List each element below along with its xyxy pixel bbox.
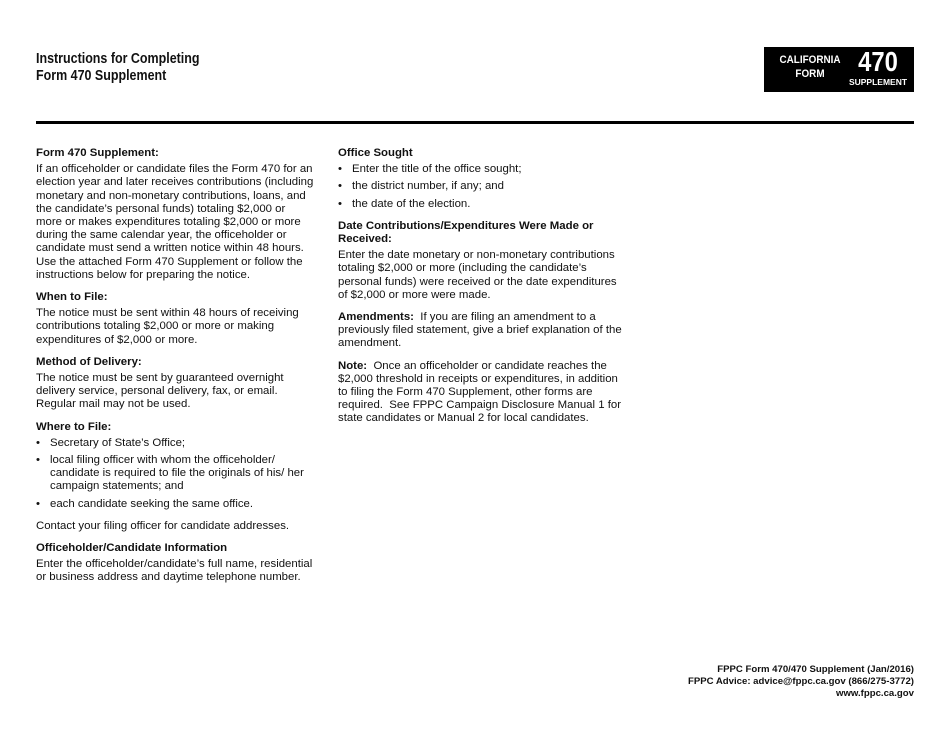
office-heading: Office Sought bbox=[338, 147, 413, 159]
list-item bbox=[36, 437, 314, 450]
title-line-1: Instructions for Completing bbox=[36, 51, 200, 67]
list-item-text: the date of the election. bbox=[352, 197, 471, 210]
bullet: • bbox=[338, 163, 342, 176]
bullet: • bbox=[36, 454, 40, 467]
amendments-paragraph bbox=[338, 311, 623, 351]
supplement-body: If an officeholder or candidate files the Form 470 for an election year and later receives contributions (including monetary and non-monetary contributions, loans, and the candidate’s personal funds) totaling $2,000 or more or makes expenditures totaling $2,000 or more during the same calendar year, the officeholder or candidate must send a written notice within 48 hours. Use the attached Form 470 Supplement or follow the instructions below for preparing the notice. bbox=[36, 163, 314, 281]
document-title bbox=[36, 51, 199, 85]
footer-form-version: FPPC Form 470/470 Supplement (Jan/2016) bbox=[717, 664, 914, 675]
list-item-text: each candidate seeking the same office. bbox=[50, 497, 254, 510]
list-item-text: Enter the title of the office sought; bbox=[352, 163, 522, 176]
badge-form-number: 470 bbox=[858, 46, 898, 77]
footer bbox=[688, 664, 914, 700]
title-line-2: Form 470 Supplement bbox=[36, 68, 167, 84]
bullet: • bbox=[338, 180, 342, 193]
footer-website: www.fppc.ca.gov bbox=[835, 688, 914, 699]
right-column bbox=[338, 147, 623, 435]
badge-supplement: SUPPLEMENT bbox=[848, 77, 908, 87]
amendments-body: If you are filing an amendment to a previously filed statement, give a brief explanation of the amendment. bbox=[338, 311, 625, 350]
list-item-text: Secretary of State’s Office; bbox=[50, 436, 186, 449]
delivery-heading: Method of Delivery: bbox=[36, 355, 142, 368]
list-item bbox=[338, 198, 623, 211]
list-item bbox=[338, 163, 623, 176]
bullet: • bbox=[36, 497, 40, 510]
badge-state: CALIFORNIA bbox=[779, 54, 841, 66]
note-label: Note: bbox=[338, 359, 368, 372]
date-body: Enter the date monetary or non-monetary contributions totaling $2,000 or more (including the candidate’s personal funds) were received or the date expenditures of $2,000 or more were made. bbox=[338, 249, 617, 301]
bullet: • bbox=[338, 197, 342, 210]
note-paragraph bbox=[338, 360, 623, 426]
list-item bbox=[36, 498, 314, 511]
list-item-text: local filing officer with whom the officeholder/ candidate is required to file the originals of his/ her campaign statements; and bbox=[50, 454, 304, 493]
where-heading: Where to File: bbox=[36, 420, 112, 433]
contact-note: Contact your filing officer for candidate addresses. bbox=[36, 519, 290, 532]
note-body: Once an officeholder or candidate reaches the $2,000 threshold in receipts or expenditures, in addition to filing the Form 470 Supplement, other forms are required. See FPPC Campaign Disclosure Manual 1 for state candidates or Manual 2 for local candidates. bbox=[338, 359, 625, 425]
footer-advice: FPPC Advice: advice@fppc.ca.gov (866/275-3772) bbox=[687, 676, 914, 687]
list-item bbox=[36, 454, 314, 494]
bullet: • bbox=[36, 436, 40, 449]
delivery-body: The notice must be sent by guaranteed overnight delivery service, personal delivery, fax, or email. Regular mail may not be used. bbox=[36, 372, 284, 411]
where-list bbox=[36, 437, 314, 511]
info-heading: Officeholder/Candidate Information bbox=[36, 542, 228, 555]
list-item bbox=[338, 180, 623, 193]
amendments-label: Amendments: bbox=[338, 311, 414, 324]
date-heading: Date Contributions/Expenditures Were Made or Received: bbox=[338, 219, 594, 246]
when-heading: When to File: bbox=[36, 291, 108, 304]
header-divider bbox=[36, 121, 914, 124]
office-list bbox=[338, 163, 623, 211]
badge-form-label: FORM bbox=[795, 68, 825, 80]
list-item-text: the district number, if any; and bbox=[352, 180, 504, 193]
left-column bbox=[36, 147, 314, 594]
form-badge bbox=[764, 47, 914, 92]
supplement-heading: Form 470 Supplement: bbox=[36, 147, 159, 159]
when-body: The notice must be sent within 48 hours of receiving contributions totaling $2,000 or more or making expenditures of $2,000 or more. bbox=[36, 307, 299, 346]
info-body: Enter the officeholder/candidate’s full name, residential or business address and daytime telephone number. bbox=[36, 558, 313, 584]
